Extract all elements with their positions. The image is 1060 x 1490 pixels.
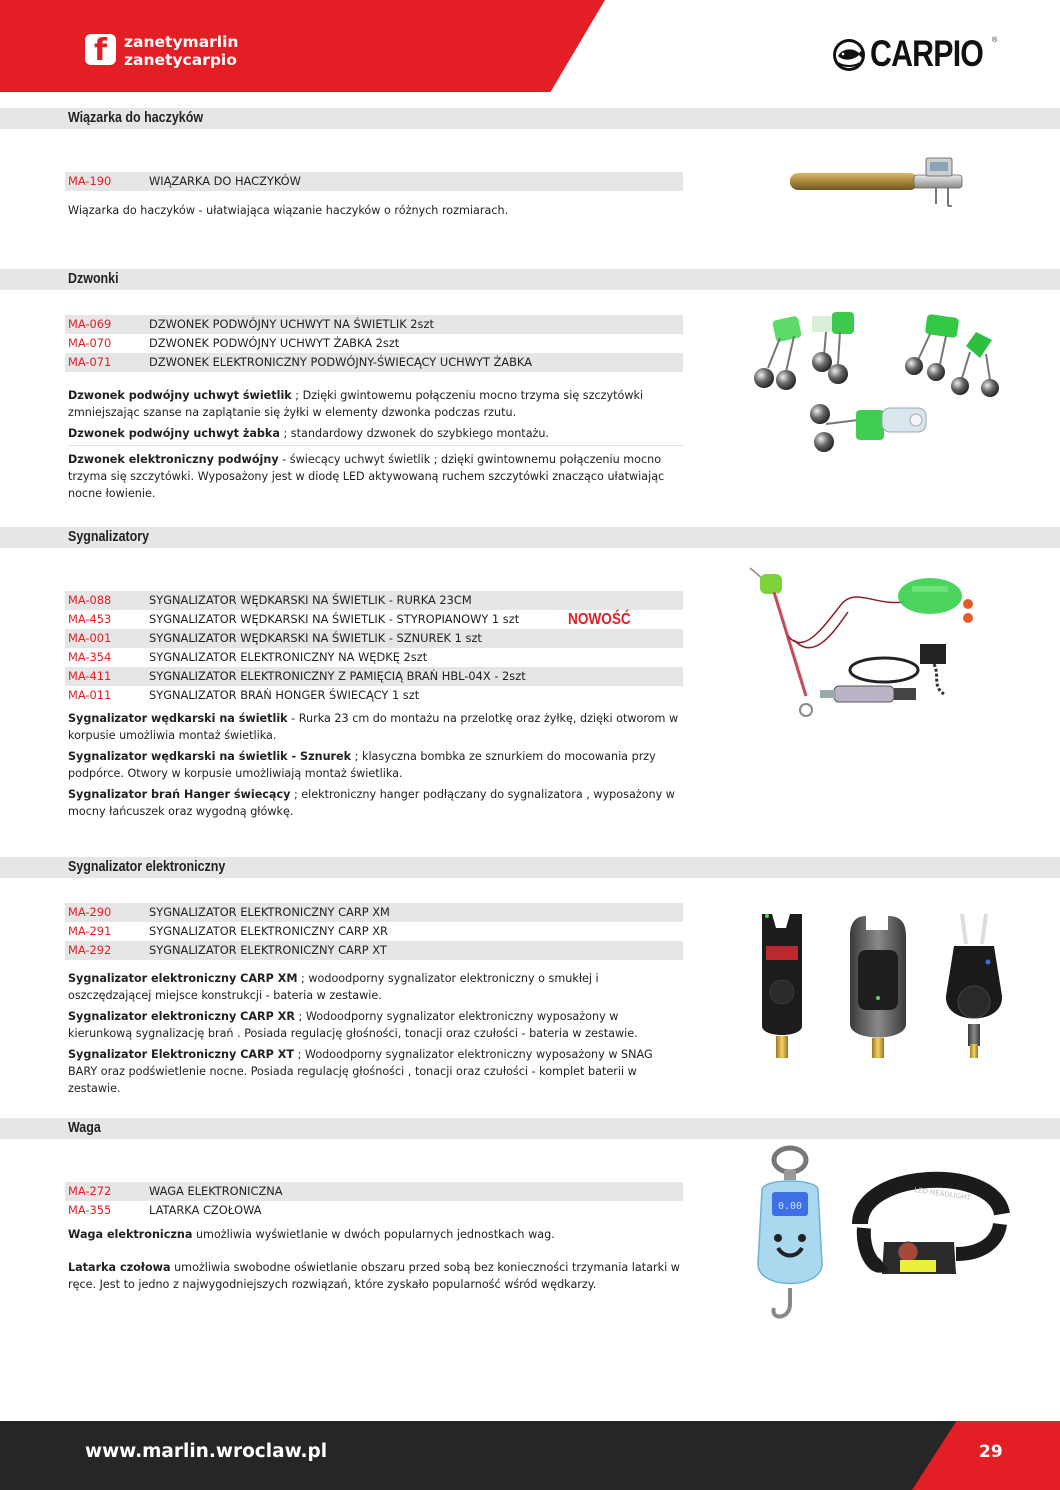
bite-indicators-image (744, 566, 984, 722)
description-text: ; elektroniczny hanger podłączany do sygnalizatora , wyposażony w mocny łańcuszek oraz wygodną główkę. (68, 788, 675, 818)
table-row (65, 648, 683, 667)
hook-tier-image (786, 154, 968, 210)
product-table-sygnalizatory (65, 591, 683, 705)
product-code: MA-453 (68, 612, 112, 626)
description-paragraph (68, 1226, 684, 1243)
product-code: MA-190 (68, 174, 112, 188)
table-row (65, 629, 683, 648)
brand-name: CARPIO (870, 33, 984, 74)
table-row (65, 334, 683, 353)
section-title: Wiązarka do haczyków (68, 110, 204, 126)
product-code: MA-070 (68, 336, 112, 350)
table-row (65, 1182, 683, 1201)
description-paragraph (68, 970, 684, 1004)
table-row (65, 903, 683, 922)
product-code: MA-290 (68, 905, 112, 919)
description-bold: Sygnalizator Elektroniczny CARP XT (68, 1048, 295, 1061)
scale-display-text: 0.00 (777, 1201, 803, 1212)
product-name: WAGA ELEKTRONICZNA (149, 1184, 283, 1198)
product-name: SYGNALIZATOR ELEKTRONICZNY CARP XR (149, 924, 388, 938)
section-header-elektroniczny (0, 857, 1060, 878)
registered-mark: ® (992, 37, 998, 44)
product-name: DZWONEK ELEKTRONICZNY PODWÓJNY-ŚWIECĄCY UCHWYT ŻABKA (149, 355, 532, 369)
section-title: Sygnalizatory (68, 529, 150, 545)
product-name: SYGNALIZATOR WĘDKARSKI NA ŚWIETLIK - RURKA 23CM (149, 593, 472, 607)
social-handle-marlin[interactable]: zanetymarlin (124, 33, 239, 51)
product-code: MA-011 (68, 688, 112, 702)
product-code: MA-071 (68, 355, 112, 369)
description-text: ; Wodoodporny sygnalizator elektroniczny wyposażony w SNAG BARY oraz podświetlenie nocne. Posiada regulację głośności , tonacji oraz czułości - komplet baterii w zestawie. (68, 1048, 653, 1095)
section-title: Sygnalizator elektroniczny (68, 859, 226, 875)
carp-fish-logo-icon (832, 38, 866, 72)
product-name: WIĄZARKA DO HACZYKÓW (149, 174, 301, 188)
product-name: SYGNALIZATOR WĘDKARSKI NA ŚWIETLIK - STYROPIANOWY 1 szt (149, 612, 520, 626)
product-code: MA-291 (68, 924, 112, 938)
product-code: MA-355 (68, 1203, 112, 1217)
description-sygnalizatory (68, 710, 684, 824)
product-code: MA-272 (68, 1184, 112, 1198)
description-bold: Latarka czołowa (68, 1261, 171, 1274)
description-paragraph (68, 748, 684, 782)
website-link[interactable]: www.marlin.wroclaw.pl (85, 1441, 328, 1462)
new-badge: NOWOŚĆ (568, 611, 631, 628)
section-header-waga (0, 1118, 1060, 1139)
product-table-wiazarka (65, 172, 683, 191)
description-text: umożliwia wyświetlanie w dwóch popularnych jednostkach wag. (192, 1228, 555, 1241)
description-text: ; Dzięki gwintowemu połączeniu mocno trzyma się szczytówki zmniejszając szanse na zaplątanie się żyłki w elementy dzwonka podczas rzutu. (68, 389, 644, 419)
product-name: LATARKA CZOŁOWA (149, 1203, 262, 1217)
product-name: SYGNALIZATOR BRAŃ HONGER ŚWIECĄCY 1 szt (149, 688, 420, 702)
product-name: SYGNALIZATOR ELEKTRONICZNY Z PAMIĘCIĄ BRAŃ HBL-04X - 2szt (149, 669, 526, 683)
table-row (65, 667, 683, 686)
description-paragraph (68, 451, 684, 502)
description-bold: Sygnalizator wędkarski na świetlik - Sznurek (68, 750, 352, 763)
table-row (65, 686, 683, 705)
description-bold: Sygnalizator brań Hanger świecący (68, 788, 291, 801)
description-bold: Sygnalizator elektroniczny CARP XR (68, 1010, 295, 1023)
bells-image (740, 302, 1010, 462)
description-bold: Dzwonek elektroniczny podwójny (68, 453, 279, 466)
product-name: DZWONEK PODWÓJNY UCHWYT ŻABKA 2szt (149, 336, 400, 350)
description-paragraph (68, 786, 684, 820)
description-text: - świecący uchwyt świetlik ; dzięki gwintownemu połączeniu mocno trzyma się szczytówki. Wyposażony jest w diodę LED aktywowaną ruchem szczytówki znacząco ułatwiając nocne łowienie. (68, 453, 665, 500)
description-paragraph (68, 425, 684, 446)
description-bold: Sygnalizator wędkarski na świetlik (68, 712, 288, 725)
description-paragraph (68, 710, 684, 744)
product-code: MA-411 (68, 669, 112, 683)
product-name: SYGNALIZATOR WĘDKARSKI NA ŚWIETLIK - SZNUREK 1 szt (149, 631, 482, 645)
table-row (65, 941, 683, 960)
table-row (65, 591, 683, 610)
facebook-glyph: f (94, 33, 108, 68)
electronic-alarms-image (754, 906, 1016, 1066)
product-code: MA-088 (68, 593, 112, 607)
table-row (65, 353, 683, 372)
description-bold: Dzwonek podwójny uchwyt żabka (68, 427, 280, 440)
description-text: ; standardowy dzwonek do szybkiego montażu. (279, 427, 550, 440)
facebook-icon[interactable] (85, 33, 116, 68)
social-handle-carpio[interactable]: zanetycarpio (124, 51, 237, 69)
description-paragraph (68, 1046, 684, 1097)
table-row (65, 172, 683, 191)
description-text: umożliwia swobodne oświetlanie obszaru przed sobą bez konieczności trzymania latarki w ręce. Jest to jedno z najwygodniejszych rozwiązań, które zyskało popularność wśród wędkarzy. (68, 1261, 680, 1291)
description-elektroniczny (68, 970, 684, 1101)
section-header-wiazarka (0, 108, 1060, 129)
section-title: Waga (68, 1120, 101, 1136)
product-code: MA-354 (68, 650, 112, 664)
page-number: 29 (979, 1442, 1003, 1462)
product-table-elektroniczny (65, 903, 683, 960)
product-name: SYGNALIZATOR ELEKTRONICZNY CARP XM (149, 905, 390, 919)
description-text: ; wodoodporny sygnalizator elektroniczny o smukłej i oszczędzającej miejsce konstrukcji - bateria w zestawie. (68, 972, 599, 1002)
product-name: SYGNALIZATOR ELEKTRONICZNY NA WĘDKĘ 2szt (149, 650, 428, 664)
section-header-sygnalizatory (0, 527, 1060, 548)
section-header-dzwonki (0, 269, 1060, 290)
description-paragraph (68, 1008, 684, 1042)
product-table-waga (65, 1182, 683, 1220)
table-row (65, 315, 683, 334)
headlight-band-text: LED HEADLIGHT (913, 1186, 972, 1202)
description-text: ; Wodoodporny sygnalizator elektroniczny wyposażony w kierunkową sygnalizację brań . Posiada regulację głośności, tonacji oraz czułości - bateria w zestawie. (68, 1010, 638, 1040)
table-row (65, 1201, 683, 1220)
description-text: Wiązarka do haczyków - ułatwiająca wiązanie haczyków o różnych rozmiarach. (68, 204, 509, 217)
description-waga (68, 1226, 684, 1297)
table-row (65, 922, 683, 941)
product-code: MA-292 (68, 943, 112, 957)
description-bold: Waga elektroniczna (68, 1228, 193, 1241)
description-paragraph (68, 387, 684, 421)
scale-and-headlamp-image (744, 1144, 1010, 1340)
section-title: Dzwonki (68, 271, 119, 287)
description-text: - Rurka 23 cm do montażu na przelotkę oraz żyłkę, dzięki otworom w korpusie umożliwia montaż świetlika. (68, 712, 679, 742)
description-paragraph (68, 1259, 684, 1293)
product-code: MA-069 (68, 317, 112, 331)
product-name: DZWONEK PODWÓJNY UCHWYT NA ŚWIETLIK 2szt (149, 317, 434, 331)
product-table-dzwonki (65, 315, 683, 372)
description-text: ; klasyczna bombka ze sznurkiem do mocowania przy podpórce. Otwory w korpusie umożliwiają montaż świetlika. (68, 750, 656, 780)
carpio-logo (832, 35, 1002, 73)
description-bold: Dzwonek podwójny uchwyt świetlik (68, 389, 292, 402)
description-dzwonki (68, 387, 684, 506)
product-name: SYGNALIZATOR ELEKTRONICZNY CARP XT (149, 943, 387, 957)
product-code: MA-001 (68, 631, 112, 645)
description-wiazarka (68, 202, 684, 223)
description-bold: Sygnalizator elektroniczny CARP XM (68, 972, 298, 985)
